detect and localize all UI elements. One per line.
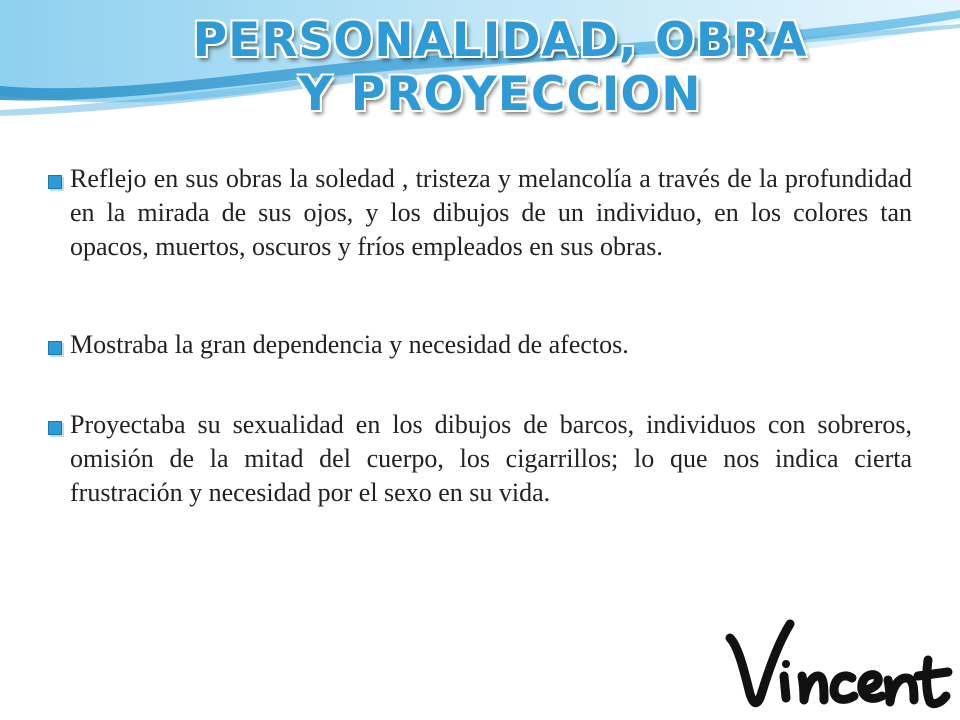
bullet-text: Reflejo en sus obras la soledad , tristeza y melancolía a través de la profundidad en la mirada de sus ojos, y los dibujos de un individuo, en los colores tan opacos, muertos, oscuros y fríos empleados en sus obras.	[70, 164, 912, 261]
square-bullet-icon	[48, 175, 62, 189]
bullet-list	[48, 162, 912, 510]
square-bullet-icon	[48, 341, 62, 355]
bullet-item	[48, 162, 912, 264]
slide-title: PERSONALIDAD, OBRA Y PROYECCION	[192, 13, 808, 122]
bullet-item	[48, 408, 912, 510]
bullet-item	[48, 328, 912, 362]
vincent-signature-icon	[720, 610, 960, 720]
square-bullet-icon	[48, 421, 62, 435]
bullet-text: Mostraba la gran dependencia y necesidad de afectos.	[70, 330, 629, 359]
bullet-text: Proyectaba su sexualidad en los dibujos de barcos, individuos con sobreros, omisión de la mitad del cuerpo, los cigarrillos; lo que nos indica cierta frustración y necesidad por el sexo en su vida.	[70, 410, 912, 507]
